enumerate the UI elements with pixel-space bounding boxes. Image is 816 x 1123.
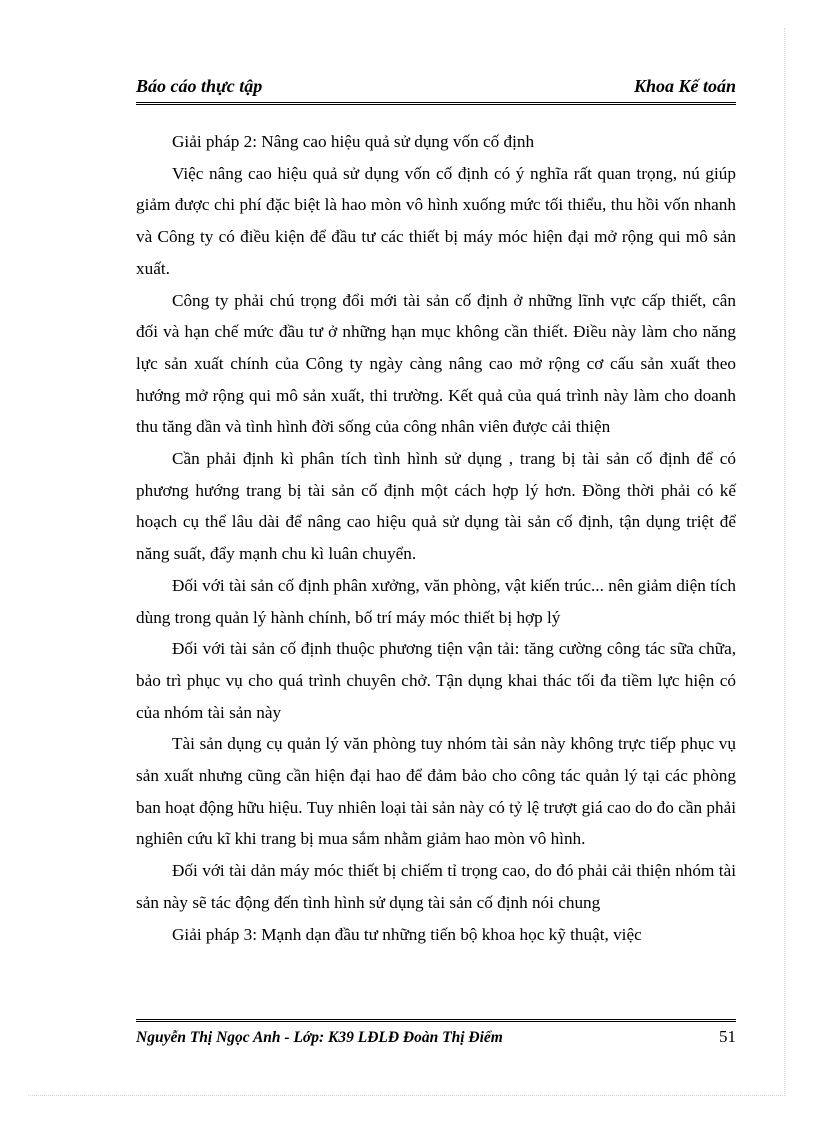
paragraph: Công ty phải chú trọng đổi mới tài sản cố định ở những lĩnh vực cấp thiết, cân đối và hạn chế mức đầu tư ở những hạn mục không cần thiết. Điều này làm cho năng lực sản xuất chính của Công ty ngày càng nâng cao mở rộng cơ cấu sản xuất theo hướng mở rộng qui mô sản xuất, thi trường. Kết quả của quá trình này làm cho doanh thu tăng dần và tình hình đời sống của công nhân viên được cải thiện (136, 290, 736, 437)
paragraph: Đối với tài sản cố định phân xưởng, văn phòng, vật kiến trúc... nên giảm diện tích dùng trong quản lý hành chính, bố trí máy móc thiết bị hợp lý (136, 575, 736, 627)
header-report-title: Báo cáo thực tập (136, 76, 263, 96)
page-number: 51 (719, 1027, 736, 1046)
page-header (136, 74, 736, 105)
paragraph: Tài sản dụng cụ quản lý văn phòng tuy nhóm tài sản này không trực tiếp phục vụ sản xuất nhưng cũng cần hiện đại hao để đảm bảo cho công tác quản lý tại các phòng ban hoạt động hữu hiệu. Tuy nhiên loại tài sản này có tỷ lệ trượt giá cao do đo cần phải nghiên cứu kĩ khi trang bị mua sắm nhằm giảm hao mòn vô hình. (136, 734, 736, 849)
paragraph: Đối với tài dản máy móc thiết bị chiếm tỉ trọng cao, do đó phải cải thiện nhóm tài sản này sẽ tác động đến tình hình sử dụng tài sản cố định nói chung (136, 861, 736, 912)
document-body (136, 126, 736, 950)
header-department: Khoa Kế toán (633, 76, 736, 96)
paragraph: Cần phải định kì phân tích tình hình sử dụng , trang bị tài sản cố định để có phương hướng trang bị tài sản cố định một cách hợp lý hơn. Đồng thời phải có kế hoạch cụ thể lâu dài để nâng cao hiệu quả sử dụng tài sản cố định, tận dụng triệt để năng suất, đẩy mạnh chu kì luân chuyển. (136, 449, 736, 564)
paragraph: Việc nâng cao hiệu quả sử dụng vốn cố định có ý nghĩa rất quan trọng, nú giúp giảm được chi phí đặc biệt là hao mòn vô hình xuống mức tối thiểu, thu hồi vốn nhanh và Công ty có điều kiện để đầu tư các thiết bị máy móc hiện đại mở rộng qui mô sản xuất. (136, 163, 736, 278)
paragraph-solution-3-heading: Giải pháp 3: Mạnh dạn đầu tư những tiến bộ khoa học kỹ thuật, việc (172, 924, 642, 944)
footer-author: Nguyễn Thị Ngọc Anh - Lớp: K39 LĐLĐ Đoàn Thị Điểm (136, 1029, 503, 1046)
paragraph: Đối với tài sản cố định thuộc phương tiện vận tải: tăng cường công tác sữa chữa, bảo trì phục vụ cho quá trình chuyên chở. Tận dụng khai thác tối đa tiềm lực hiện có của nhóm tài sản này (136, 639, 736, 722)
paragraph-solution-2-heading: Giải pháp 2: Nâng cao hiệu quả sử dụng vốn cố định (172, 132, 535, 151)
page-footer (136, 1019, 736, 1048)
